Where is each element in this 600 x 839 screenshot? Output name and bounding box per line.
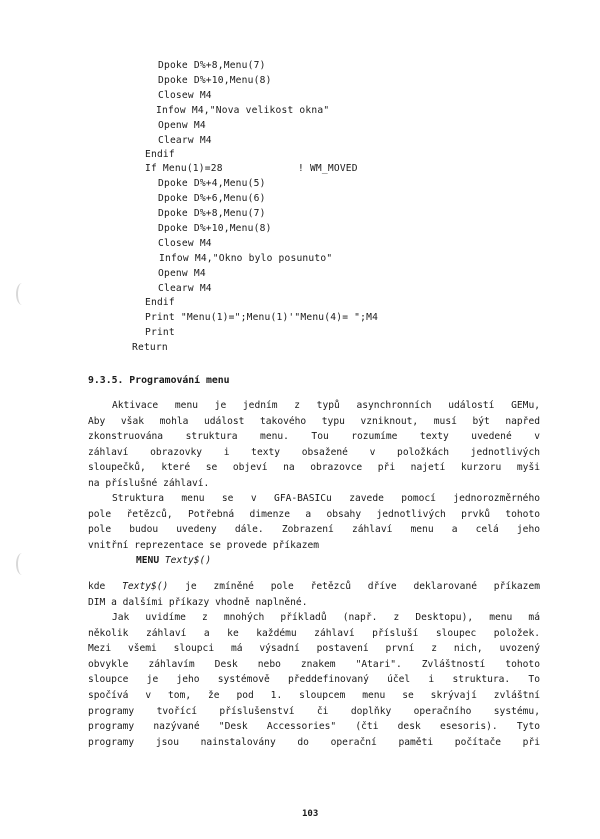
menu-keyword: MENU	[136, 555, 160, 566]
paragraph-4	[88, 610, 540, 750]
text-line: DIM a dalšími příkazy vhodně naplněné.	[88, 596, 308, 608]
text-line: záhlaví obrazovky i texty obsažené v položkách jednotlivých	[88, 446, 540, 458]
text-line: sloupce je jeho systémově předdefinovaný účel i struktura. To	[88, 674, 540, 686]
text-line: spočívá v tom, že pod 1. sloupcem menu se skrývají zvláštní	[88, 689, 540, 701]
section-heading: 9.3.5. Programování menu	[88, 375, 230, 386]
menu-argument: Texty$()	[164, 555, 212, 566]
code-line: Clearw M4	[158, 283, 212, 294]
paragraph-1	[88, 398, 540, 492]
text-line: Jak uvidíme z mnohých příkladů (např. z Desktopu), menu má	[112, 612, 540, 623]
text-line: pole budou uvedeny dále. Zobrazení záhlaví menu a celá jeho	[88, 524, 540, 536]
text-line: programy nazývané "Desk Accessories" (čti desk esesoris). Tyto	[88, 721, 540, 733]
text-line: vnitřní reprezentace se provede příkazem	[88, 539, 320, 551]
code-line: Dpoke D%+8,Menu(7)	[158, 208, 266, 219]
text-line: na příslušné záhlaví.	[88, 477, 210, 489]
page-number: 103	[302, 809, 319, 819]
code-line: Infow M4,"Nova velikost okna"	[156, 105, 330, 116]
text-line: Struktura menu se v GFA-BASICu zavede pomocí jednorozměrného	[112, 493, 540, 504]
code-comment: ! WM_MOVED	[298, 163, 358, 174]
code-line: Endif	[145, 149, 175, 160]
code-line: Print "Menu(1)=";Menu(1)'"Menu(4)= ";M4	[145, 312, 379, 323]
code-line: Print	[145, 327, 175, 338]
paragraph-2	[88, 491, 540, 553]
code-line: Openw M4	[158, 120, 206, 131]
code-line: Endif	[145, 297, 175, 308]
text-line	[88, 579, 540, 595]
code-line: Closew M4	[158, 238, 212, 249]
code-line: Dpoke D%+10,Menu(8)	[158, 75, 272, 86]
text-line: Aktivace menu je jedním z typů asynchronních událostí GEMu,	[112, 400, 540, 411]
code-line: If Menu(1)=28	[145, 163, 223, 174]
paragraph-3	[88, 579, 540, 610]
binding-hole-mark	[16, 553, 28, 575]
text-line: Mezi všemi sloupci má výsadní postavení první z nich, uvozený	[88, 643, 540, 655]
code-line: Clearw M4	[158, 135, 212, 146]
code-line: Return	[132, 342, 168, 353]
text-line: obvykle záhlavím Desk nebo znakem "Atari". Zvláštností tohoto	[88, 658, 540, 670]
text-line: sloupečků, které se objeví na obrazovce při najetí kurzoru myši	[88, 462, 540, 474]
code-line: Dpoke D%+10,Menu(8)	[158, 223, 272, 234]
text-italic: Texty$()	[122, 581, 169, 592]
code-line: Dpoke D%+6,Menu(6)	[158, 193, 266, 204]
text-line: zkonstruována struktura menu. Tou rozumíme texty uvedené v	[88, 431, 540, 443]
code-line: Infow M4,"Okno bylo posunuto"	[159, 253, 333, 264]
text-fragment: je zmíněné pole řetězců dříve deklarované příkazem	[168, 581, 540, 592]
text-line: programy jsou nainstalovány do operační paměti počítače při	[88, 736, 540, 748]
code-line: Dpoke D%+4,Menu(5)	[158, 178, 266, 189]
menu-command	[136, 555, 211, 566]
code-line: Openw M4	[158, 268, 206, 279]
text-line: několik záhlaví a ke každému záhlaví přísluší sloupec položek.	[88, 627, 540, 639]
text-line: programy tvořící příslušenství či doplňky operačního systému,	[88, 705, 540, 717]
code-line: Dpoke D%+8,Menu(7)	[158, 60, 266, 71]
code-line: Closew M4	[158, 90, 212, 101]
text-line: pole řetězců, Potřebná dimenze a obsahy jednotlivých prvků tohoto	[88, 508, 540, 520]
binding-hole-mark	[16, 283, 28, 305]
text-line: Aby však mohla událost takového typu vzniknout, musí být napřed	[88, 415, 540, 427]
text-fragment: kde	[88, 581, 123, 592]
